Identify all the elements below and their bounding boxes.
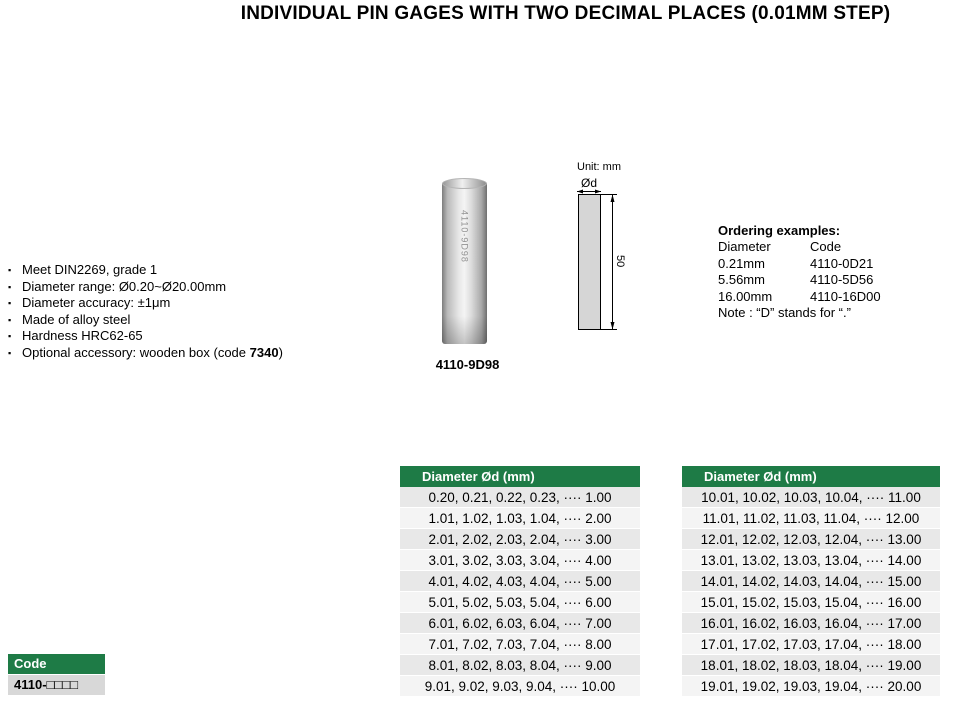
code-box-header: Code xyxy=(8,654,105,674)
page-title: INDIVIDUAL PIN GAGES WITH TWO DECIMAL PLACES (0.01MM STEP) xyxy=(240,3,891,24)
table-row: 6.01, 6.02, 6.03, 6.04, ···· 7.00 xyxy=(400,613,640,634)
table-row: 0.20, 0.21, 0.22, 0.23, ···· 1.00 xyxy=(400,487,640,508)
product-code-label: 4110-9D98 xyxy=(435,357,500,372)
feature-item xyxy=(8,345,283,362)
feature-text: Hardness HRC62-65 xyxy=(22,328,143,343)
feature-text: Meet DIN2269, grade 1 xyxy=(22,262,158,277)
table-row: 3.01, 3.02, 3.03, 3.04, ···· 4.00 xyxy=(400,550,640,571)
feature-text: Diameter accuracy: ±1μm xyxy=(22,295,171,310)
ordering-diameter: 0.21mm xyxy=(718,255,765,271)
table-row: 10.01, 10.02, 10.03, 10.04, ···· 11.00 xyxy=(682,487,940,508)
table-row: 19.01, 19.02, 19.03, 19.04, ···· 20.00 xyxy=(682,676,940,697)
dimension-diagram xyxy=(565,156,645,342)
ordering-diameter: 16.00mm xyxy=(718,288,773,304)
table-row: 5.01, 5.02, 5.03, 5.04, ···· 6.00 xyxy=(400,592,640,613)
table-row: 9.01, 9.02, 9.03, 9.04, ···· 10.00 xyxy=(400,676,640,697)
ordering-row xyxy=(718,289,928,306)
table-row: 18.01, 18.02, 18.03, 18.04, ···· 19.00 xyxy=(682,655,940,676)
ordering-row xyxy=(718,272,928,289)
ordering-diameter: 5.56mm xyxy=(718,272,765,287)
pin-engraving: 4110-9D98 xyxy=(459,210,470,263)
feature-text: Optional accessory: wooden box (code xyxy=(22,344,250,360)
table-header: Diameter Ød (mm) xyxy=(682,466,940,487)
feature-text: Made of alloy steel xyxy=(22,311,131,327)
code-box xyxy=(8,654,105,695)
table-row: 2.01, 2.02, 2.03, 2.04, ···· 3.00 xyxy=(400,529,640,550)
pin-top xyxy=(442,178,487,189)
ordering-code: 4110-16D00 xyxy=(810,288,881,304)
table-row: 17.01, 17.02, 17.03, 17.04, ···· 18.00 xyxy=(682,634,940,655)
table-body xyxy=(400,487,640,697)
ordering-examples xyxy=(718,222,928,322)
ordering-col-diameter: Diameter xyxy=(718,239,771,254)
table-row: 13.01, 13.02, 13.03, 13.04, ···· 14.00 xyxy=(682,550,940,571)
feature-text: ) xyxy=(278,344,283,360)
table-header: Diameter Ød (mm) xyxy=(400,466,640,487)
ordering-row xyxy=(718,256,928,273)
diameter-dim-label: Ød xyxy=(581,176,598,190)
table-row: 14.01, 14.02, 14.03, 14.04, ···· 15.00 xyxy=(682,571,940,592)
ordering-code: 4110-0D21 xyxy=(810,255,874,271)
pin-shade xyxy=(442,316,487,344)
pin-gage-image xyxy=(442,178,487,344)
code-box-value: 4110-□□□□ xyxy=(8,675,105,695)
table-row: 12.01, 12.02, 12.03, 12.04, ···· 13.00 xyxy=(682,529,940,550)
table-body xyxy=(682,487,940,697)
ordering-header-row xyxy=(718,239,928,256)
unit-label: Unit: mm xyxy=(577,161,621,173)
ordering-title: Ordering examples: xyxy=(718,223,841,238)
length-dim-label: 50 xyxy=(614,255,626,268)
table-row: 4.01, 4.02, 4.03, 4.04, ···· 5.00 xyxy=(400,571,640,592)
feature-item xyxy=(8,295,283,312)
table-row: 1.01, 1.02, 1.03, 1.04, ···· 2.00 xyxy=(400,508,640,529)
table-row: 16.01, 16.02, 16.03, 16.04, ···· 17.00 xyxy=(682,613,940,634)
diameter-table-right xyxy=(682,466,940,697)
feature-item xyxy=(8,279,283,296)
ordering-col-code: Code xyxy=(810,239,842,254)
diameter-table-left xyxy=(400,466,640,697)
feature-item xyxy=(8,328,283,345)
feature-item xyxy=(8,312,283,329)
table-row: 11.01, 11.02, 11.03, 11.04, ···· 12.00 xyxy=(682,508,940,529)
table-row: 7.01, 7.02, 7.03, 7.04, ···· 8.00 xyxy=(400,634,640,655)
table-row: 15.01, 15.02, 15.03, 15.04, ···· 16.00 xyxy=(682,592,940,613)
feature-text: Diameter range: Ø0.20~Ø20.00mm xyxy=(22,278,227,294)
accessory-code: 7340 xyxy=(249,344,279,360)
feature-list xyxy=(8,262,283,361)
table-row: 8.01, 8.02, 8.03, 8.04, ···· 9.00 xyxy=(400,655,640,676)
ordering-note: Note : “D” stands for “.” xyxy=(718,305,851,320)
feature-item xyxy=(8,262,283,279)
ordering-code: 4110-5D56 xyxy=(810,272,874,287)
